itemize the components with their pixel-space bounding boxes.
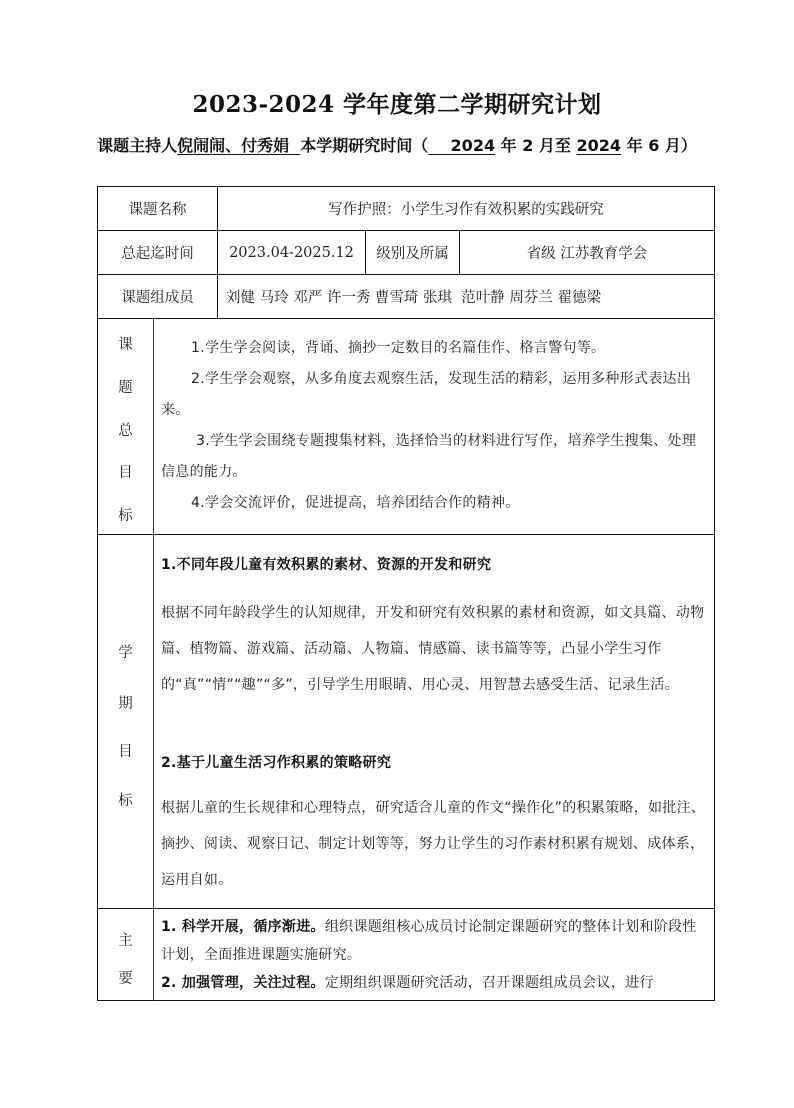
measure-item <box>161 969 710 997</box>
document-title: 2023-2024 学年度第二学期研究计划 <box>192 91 602 118</box>
row-overall-goals <box>98 319 714 535</box>
level-label: 级别及所属 <box>366 231 460 274</box>
label-char: 要 <box>118 971 133 987</box>
main-measures-content <box>154 909 714 1001</box>
term-goals-label <box>98 535 154 908</box>
end-rest: 年 6 月） <box>626 136 697 155</box>
start-year <box>428 136 495 155</box>
host-names <box>177 136 300 155</box>
label-char: 标 <box>118 793 133 809</box>
label-char: 总 <box>118 423 133 439</box>
measure-item-bold: 1. 科学开展，循序渐进。 <box>161 919 325 935</box>
row-main-measures <box>98 909 714 1001</box>
host-names-text: 倪闹闹、付秀娟 <box>177 136 290 155</box>
duration-value: 2023.04-2025.12 <box>218 231 366 274</box>
overall-goals-content <box>154 319 714 534</box>
overall-goal-item: 3.学生学会围绕专题搜集材料，选择恰当的材料进行写作，培养学生搜集、处理信息的能力。 <box>161 433 697 480</box>
term-goal-heading: 1.不同年段儿童有效积累的素材、资源的开发和研究 <box>161 557 492 573</box>
overall-goal-item: 4.学会交流评价，促进提高，培养团结合作的精神。 <box>191 495 520 511</box>
label-char: 目 <box>118 465 133 481</box>
period-label: 本学期研究时间（ <box>300 136 429 155</box>
measure-item-text: 组织课题组核心成员讨论制定课题研究的整体计划和阶段性计划，全面推进课题实施研究。 <box>161 919 697 963</box>
row-duration <box>98 231 714 275</box>
document-subtitle <box>0 133 794 156</box>
row-term-goals <box>98 535 714 909</box>
topic-name-value: 写作护照：小学生习作有效积累的实践研究 <box>328 202 604 218</box>
overall-goal-item: 1.学生学会阅读，背诵、摘抄一定数目的名篇佳作、格言警句等。 <box>191 340 606 356</box>
start-year-text: 2024 <box>450 136 496 155</box>
start-rest: 年 2 月至 <box>500 136 571 155</box>
label-char: 主 <box>118 933 133 949</box>
label-char: 期 <box>118 696 133 712</box>
label-char: 标 <box>118 508 133 524</box>
main-measures-label <box>98 909 154 1001</box>
members-label: 课题组成员 <box>98 275 218 318</box>
term-goal-heading: 2.基于儿童生活习作积累的策略研究 <box>161 755 392 771</box>
label-char: 题 <box>118 380 133 396</box>
label-char: 课 <box>118 337 133 353</box>
measure-item <box>161 913 710 969</box>
label-char: 学 <box>118 645 133 661</box>
duration-label: 总起迄时间 <box>98 231 218 274</box>
topic-name-label: 课题名称 <box>98 187 218 230</box>
row-topic-name <box>98 187 714 231</box>
host-label: 课题主持人 <box>97 136 178 155</box>
end-year: 2024 <box>576 136 622 155</box>
overall-goal-item: 2.学生学会观察，从多角度去观察生活，发现生活的精彩，运用多种形式表达出来。 <box>161 371 692 418</box>
label-char: 目 <box>118 744 133 760</box>
measure-item-bold: 2. 加强管理，关注过程。 <box>161 975 325 991</box>
research-plan-table <box>97 186 715 1001</box>
term-goal-body: 根据不同年龄段学生的认知规律，开发和研究有效积累的素材和资源，如文具篇、动物篇、植物篇、游戏篇、活动篇、人物篇、情感篇、读书篇等等，凸显小学生习作的“真”“情”“趣”“多”，引导学生用眼睛、用心灵、用智慧去感受生活、记录生活。 <box>161 605 705 693</box>
members-value: 刘健 马玲 邓严 许一秀 曹雪琦 张琪 范叶静 周芬兰 翟德梁 <box>226 290 601 306</box>
level-value: 省级 江苏教育学会 <box>526 246 648 262</box>
row-members <box>98 275 714 319</box>
measure-item-text: 定期组织课题研究活动，召开课题组成员会议，进行 <box>324 975 654 991</box>
overall-goals-label <box>98 319 154 534</box>
term-goals-content <box>154 535 714 908</box>
term-goal-body: 根据儿童的生长规律和心理特点，研究适合儿童的作文“操作化”的积累策略，如批注、摘抄、阅读、观察日记、制定计划等等，努力让学生的习作素材积累有规划、成体系，运用自如。 <box>161 800 706 888</box>
